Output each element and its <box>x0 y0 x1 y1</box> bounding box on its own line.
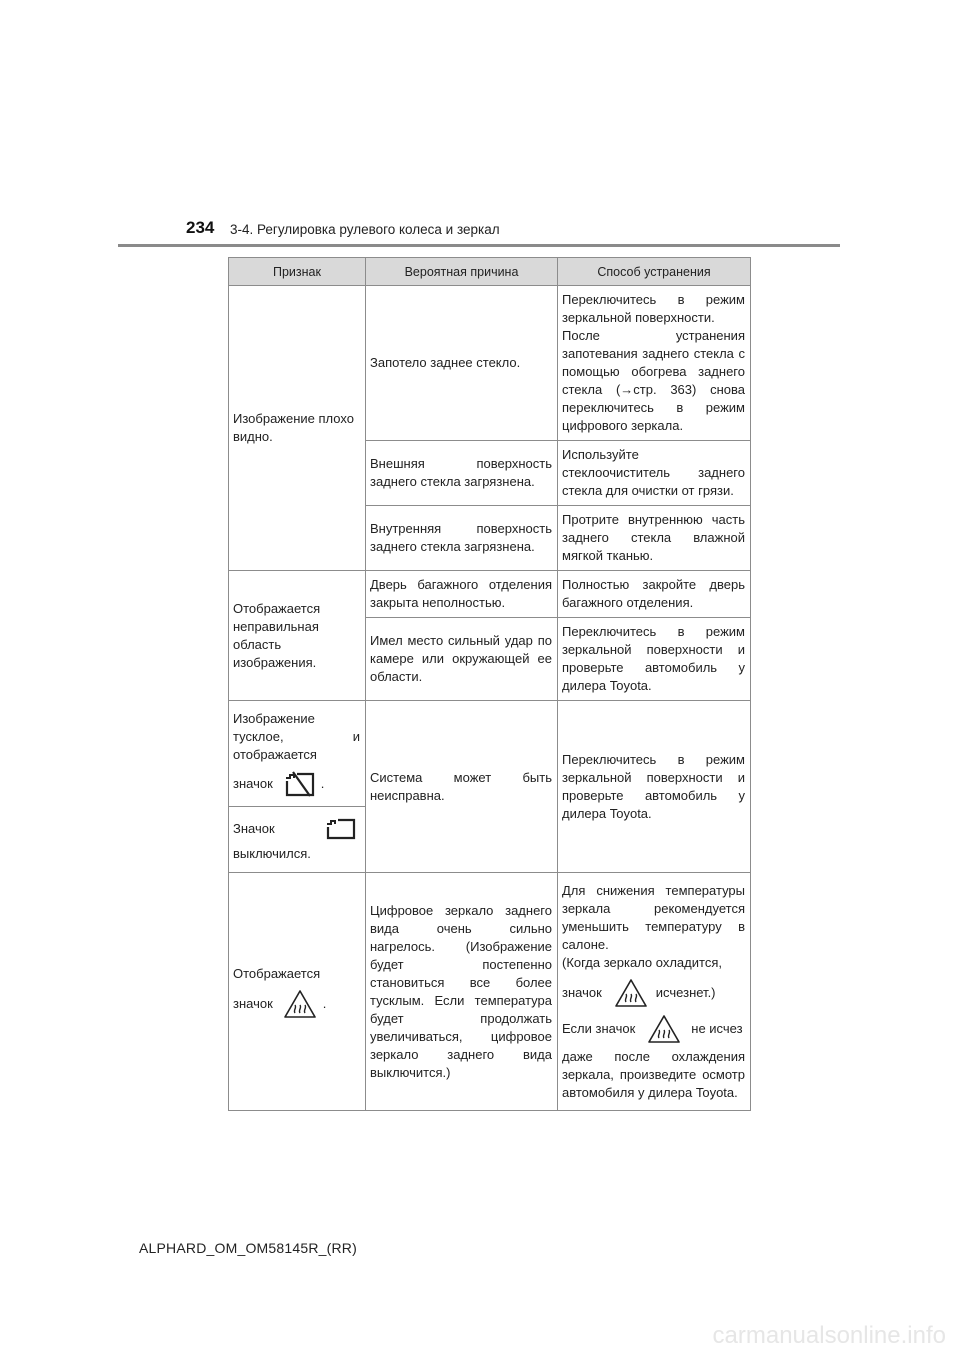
symptom-cell <box>229 807 366 873</box>
footer-doc-code: ALPHARD_OM_OM58145R_(RR) <box>139 1240 357 1256</box>
heat-warning-icon <box>647 1014 681 1044</box>
header-rule <box>118 244 840 247</box>
remedy-cell: Переключитесь в режим зеркальной поверхности и проверьте автомобиль у дилера Toyota. <box>558 618 751 701</box>
icon-suffix: . <box>320 775 325 791</box>
remedy-cell: Переключитесь в режим зеркальной поверхности и проверьте автомобиль у дилера Toyota. <box>558 701 751 873</box>
watermark: carmanualsonline.info <box>712 1322 946 1349</box>
cause-cell: Внутренняя поверхность заднего стекла загрязнена. <box>366 506 558 571</box>
remedy-icon-line <box>562 978 745 1008</box>
symptom-cell: Изображение плохо видно. <box>229 286 366 571</box>
header-cause: Вероятная причина <box>366 258 558 286</box>
symptom-text: выключился. <box>233 845 311 861</box>
icon-suffix: . <box>322 995 327 1011</box>
remedy-icon-line <box>562 1014 745 1044</box>
remedy-cell: Протрите внутреннюю часть заднего стекла влажной мягкой тканью. <box>558 506 751 571</box>
camera-disabled-icon <box>283 770 317 798</box>
table-row <box>229 571 751 618</box>
table-row <box>229 701 751 807</box>
page-number: 234 <box>186 218 215 237</box>
remedy-text: Для снижения температуры зеркала рекомендуется уменьшить температуру в салоне. <box>562 882 745 952</box>
icon-prefix: Если значок <box>562 1020 636 1036</box>
cause-cell: Система может быть неисправна. <box>366 701 558 873</box>
heat-warning-icon <box>283 989 317 1019</box>
symptom-icon-line <box>233 989 360 1019</box>
remedy-cell: Используйте стеклоочиститель заднего стекла для очистки от грязи. <box>558 441 751 506</box>
troubleshooting-table <box>228 257 751 1111</box>
remedy-text: даже после охлаждения зеркала, произведите осмотр автомобиля у дилера Toyota. <box>562 1048 745 1100</box>
icon-suffix: исчезнет.) <box>655 984 716 1000</box>
icon-prefix: Значок <box>233 820 275 836</box>
header-remedy: Способ устранения <box>558 258 751 286</box>
symptom-cell <box>229 873 366 1111</box>
remedy-text: (Когда зеркало охладится, <box>562 954 722 970</box>
cause-cell: Запотело заднее стекло. <box>366 286 558 441</box>
icon-prefix: значок <box>233 775 273 791</box>
camera-icon <box>324 817 358 841</box>
remedy-cell <box>558 873 751 1111</box>
remedy-cell: Полностью закройте дверь багажного отделения. <box>558 571 751 618</box>
remedy-text: Переключитесь в режим зеркальной поверхности. <box>562 292 745 325</box>
remedy-text: После устранения запотевания заднего стекла с помощью обогрева заднего стекла (→стр. 363) снова переключитесь в режим цифрового зеркала. <box>562 328 745 433</box>
heat-warning-icon <box>614 978 648 1008</box>
cause-cell: Дверь багажного отделения закрыта неполностью. <box>366 571 558 618</box>
table-row <box>229 286 751 441</box>
symptom-icon-line <box>233 817 360 841</box>
cause-cell: Цифровое зеркало заднего вида очень сильно нагрелось. (Изображение будет постепенно становиться все более тусклым. Если температура будет продолжать увеличиваться, цифровое зеркало заднего вида выключится.) <box>366 873 558 1111</box>
table-header-row <box>229 258 751 286</box>
icon-prefix: значок <box>233 995 273 1011</box>
symptom-icon-line <box>233 770 360 798</box>
cause-cell: Имел место сильный удар по камере или окружающей ее области. <box>366 618 558 701</box>
section-title: 3-4. Регулировка рулевого колеса и зеркал <box>230 222 500 237</box>
icon-prefix: значок <box>562 984 602 1000</box>
cause-cell: Внешняя поверхность заднего стекла загрязнена. <box>366 441 558 506</box>
symptom-cell: Отображается неправильная область изображения. <box>229 571 366 701</box>
table-row <box>229 873 751 1111</box>
symptom-text: Отображается <box>233 965 321 981</box>
symptom-text: Изображение тусклое, и отображается <box>233 710 360 762</box>
remedy-cell <box>558 286 751 441</box>
icon-suffix: не исчез <box>691 1020 743 1036</box>
header-symptom: Признак <box>229 258 366 286</box>
symptom-cell <box>229 701 366 807</box>
